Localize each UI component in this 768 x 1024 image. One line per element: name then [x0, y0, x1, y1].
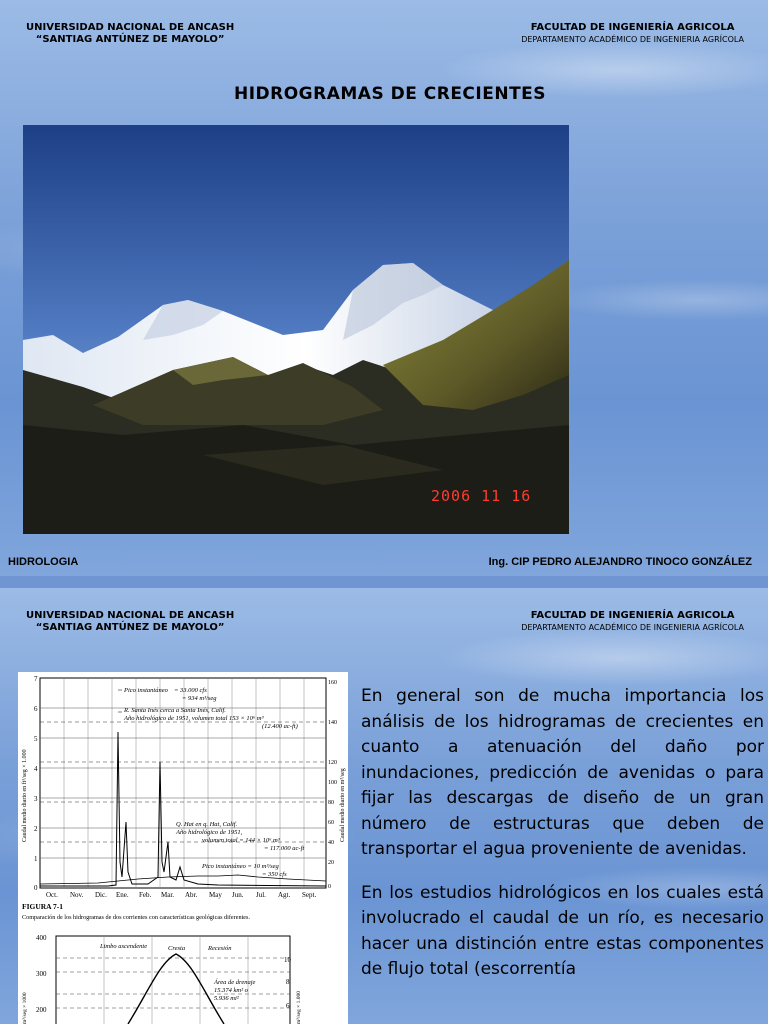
plot2-tick-6: 6	[286, 1002, 290, 1010]
ann-peak1-value: = 33.000 cfs	[174, 687, 207, 694]
y-left-tick-2: 2	[34, 825, 38, 833]
y-right-tick-0: 0	[328, 884, 331, 890]
faculty-header	[521, 610, 744, 634]
y-left-tick-7: 7	[34, 675, 38, 683]
hydrograph-figure-panel	[18, 672, 348, 1024]
plot2-tick-400: 400	[36, 934, 47, 942]
ann-vol-total: volumen total = 144 × 10⁶ m³	[202, 837, 280, 844]
y-right-ticks	[328, 680, 337, 890]
paragraph-2: En los estudios hidrológicos en los cuales está involucrado el caudal de un río, es necesario hacer una distinción entre estas componentes de flujo total (escorrentía	[361, 882, 764, 979]
ann-peak1-label: Pico instantáneo	[124, 687, 168, 694]
university-subname: “SANTIAG ANTÚNEZ DE MAYOLO”	[35, 622, 225, 633]
y-left-tick-3: 3	[34, 795, 38, 803]
x-tick-jun: Jun.	[232, 891, 244, 899]
crest-curve	[128, 954, 224, 1024]
plot2-tick-300: 300	[36, 970, 47, 978]
y-left-axis-title: Caudal medio diario en ft³/seg × 1.000	[22, 749, 28, 842]
area-label-3: 5.936 mi²	[214, 995, 239, 1002]
paragraph-1: En general son de mucha importancia los análisis de los hidrogramas de crecientes en cuanto a atenuación del daño por inundaciones, predicción de avenidas o para fijar las descargas de diseño de un gran número de estructuras que deben de transportar el agua proveniente de avenidas.	[361, 686, 764, 859]
x-tick-agt: Agt.	[278, 891, 291, 899]
ann-acft-2: = 117.000 ac-ft	[264, 845, 305, 852]
y-right-tick-80: 80	[328, 800, 334, 806]
university-name: UNIVERSIDAD NACIONAL DE ANCASH	[26, 22, 235, 33]
y-left-tick-5: 5	[34, 735, 38, 743]
x-tick-jul: Jul.	[256, 891, 266, 899]
ann-year-1951: Año hidrológico de 1951, volumen total 153 × 10⁶ m³	[124, 715, 264, 722]
y-left-tick-6: 6	[34, 705, 38, 713]
recession-label: Recesión	[208, 945, 232, 952]
slide-title: HIDROGRAMAS DE CRECIENTES	[233, 84, 547, 104]
slide-separator	[0, 576, 768, 588]
y-right-axis-title: Caudal medio diario en m³/seg	[340, 768, 346, 842]
hydrograph-figure	[18, 672, 348, 1024]
x-month-ticks	[46, 891, 316, 899]
y-right-tick-20: 20	[328, 860, 334, 866]
y-right-tick-160: 160	[328, 680, 337, 686]
ann-hat-creek: Q. Hat en q. Hat, Calif.	[176, 821, 238, 828]
x-tick-oct: Oct.	[46, 891, 58, 899]
plot2-y-left-ticks	[36, 934, 47, 1014]
ann-year-1951b: Año hidrológico de 1951,	[176, 829, 243, 836]
faculty-header	[521, 22, 744, 46]
y-right-tick-120: 120	[328, 760, 337, 766]
x-tick-sept: Sept.	[302, 891, 317, 899]
y-left-tick-1: 1	[34, 855, 38, 863]
figure-7-1	[21, 675, 346, 921]
area-label-1: Área de drenaje	[214, 979, 256, 986]
university-name: UNIVERSIDAD NACIONAL DE ANCASH	[26, 610, 235, 621]
faculty-name: FACULTAD DE INGENIERÍA AGRICOLA	[530, 610, 735, 621]
y-left-ticks	[34, 675, 38, 892]
figure-annotations	[123, 687, 304, 878]
figure-label: FIGURA 7-1	[22, 902, 64, 911]
faculty-name: FACULTAD DE INGENIERÍA AGRICOLA	[530, 22, 735, 33]
mountain-photo	[23, 125, 569, 534]
y-right-tick-100: 100	[328, 780, 337, 786]
figure-2	[22, 934, 302, 1024]
ann-acft-1: (12.400 ac-ft)	[262, 723, 298, 730]
area-label-2: 15.374 km² o	[214, 987, 248, 994]
plot2-tick-200: 200	[36, 1006, 47, 1014]
photo-date-stamp: 2006 11 16	[431, 487, 532, 505]
ann-santa-ines: R. Santa Inés cerca a Santa Inés, Calif.	[124, 707, 226, 714]
mountain-scene	[23, 125, 569, 534]
footer-author: Ing. CIP PEDRO ALEJANDRO TINOCO GONZÁLEZ	[488, 556, 752, 568]
university-header	[26, 22, 234, 46]
footer-course: HIDROLOGIA	[8, 556, 79, 568]
university-header	[26, 610, 234, 634]
limb-label: Limbo ascendente	[100, 943, 148, 950]
x-tick-dic: Dic.	[95, 891, 107, 899]
plot2-y-right-title: m³/seg × 1.000	[296, 990, 302, 1024]
university-subname: “SANTIAG ANTÚNEZ DE MAYOLO”	[35, 34, 225, 45]
y-right-tick-60: 60	[328, 820, 334, 826]
crest-label: Cresta	[168, 945, 186, 952]
department-name: DEPARTAMENTO ACADÉMICO DE INGENIERIA AGRÍCOLA	[521, 623, 744, 632]
x-tick-may: May	[209, 891, 222, 899]
ann-peak1-value2: = 934 m³/seg	[182, 695, 217, 702]
x-tick-feb: Feb.	[139, 891, 152, 899]
figure-caption: Comparación de los hidrogramas de dos corrientes con características geológicas diferentes.	[22, 914, 250, 921]
slide-2	[0, 588, 768, 1024]
x-tick-nov: Nov.	[70, 891, 84, 899]
ann-peak2: Pico instantáneo = 10 m³/seg	[202, 863, 279, 870]
y-left-tick-0: 0	[34, 884, 38, 892]
ann-peak2-cfs: = 350 cfs	[262, 871, 287, 878]
x-tick-mar: Mar.	[161, 891, 175, 899]
y-right-tick-140: 140	[328, 720, 337, 726]
y-left-tick-4: 4	[34, 765, 38, 773]
plot2-annotations	[99, 943, 256, 1002]
y-right-tick-40: 40	[328, 840, 334, 846]
slide-body-text	[361, 684, 764, 1001]
plot2-y-left-title: m³/seg × 1000	[22, 992, 28, 1024]
x-tick-abr: Abr.	[185, 891, 198, 899]
plot2-tick-8: 8	[286, 978, 290, 986]
plot2-tick-10: 10	[284, 956, 291, 964]
x-tick-ene: Ene.	[116, 891, 129, 899]
santa-ines-hydrograph	[40, 732, 326, 886]
department-name: DEPARTAMENTO ACADÉMICO DE INGENIERIA AGRÍCOLA	[521, 35, 744, 44]
